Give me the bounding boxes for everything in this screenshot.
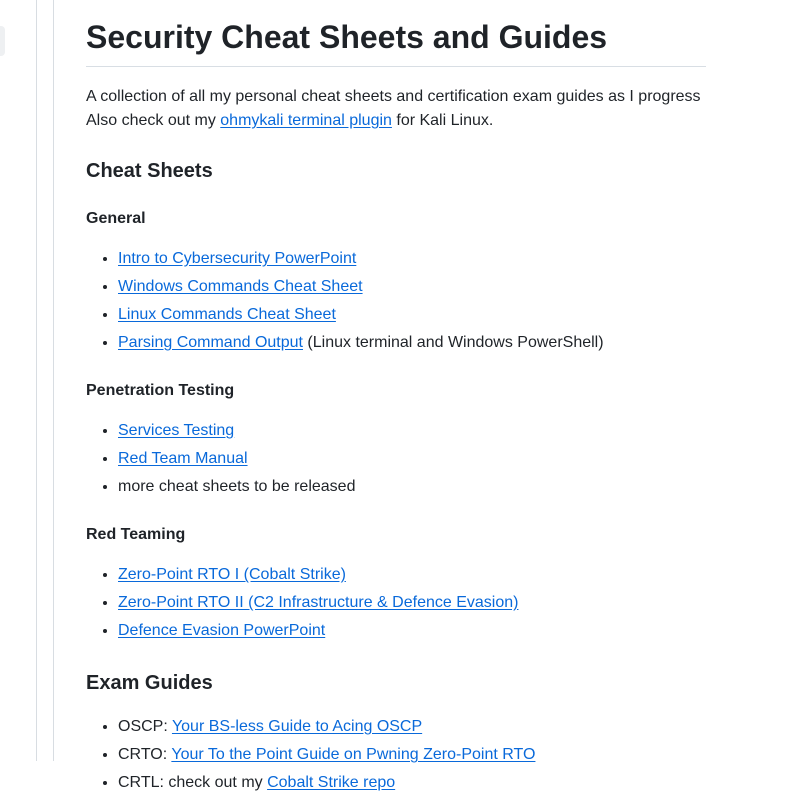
general-list <box>86 245 786 357</box>
intro-line-2-suffix: for Kali Linux. <box>391 112 494 129</box>
linux-commands-link[interactable]: Linux Commands Cheat Sheet <box>118 306 336 323</box>
crto-label: CRTO: <box>118 746 172 763</box>
rto-2-link[interactable]: Zero-Point RTO II (C2 Infrastructure & Defence Evasion) <box>118 594 519 611</box>
page-title: Security Cheat Sheets and Guides <box>86 0 706 67</box>
pentest-heading: Penetration Testing <box>86 382 235 399</box>
list-item <box>118 273 786 301</box>
intro-paragraph <box>86 85 786 133</box>
rto-1-link[interactable]: Zero-Point RTO I (Cobalt Strike) <box>118 566 346 583</box>
general-heading: General <box>86 210 146 227</box>
more-cheat-sheets-text: more cheat sheets to be released <box>118 478 356 495</box>
redteam-heading: Red Teaming <box>86 526 186 543</box>
red-team-manual-link[interactable]: Red Team Manual <box>118 450 248 467</box>
oscp-label: OSCP: <box>118 718 172 735</box>
ohmykali-link[interactable]: ohmykali terminal plugin <box>220 112 392 129</box>
list-item <box>118 473 786 501</box>
intro-cybersecurity-link[interactable]: Intro to Cybersecurity PowerPoint <box>118 250 357 267</box>
defence-evasion-link[interactable]: Defence Evasion PowerPoint <box>118 622 326 639</box>
windows-commands-link[interactable]: Windows Commands Cheat Sheet <box>118 278 363 295</box>
cobalt-strike-repo-link[interactable]: Cobalt Strike repo <box>267 774 396 791</box>
crto-guide-link[interactable]: Your To the Point Guide on Pwning Zero-Point RTO <box>171 746 536 763</box>
redteam-list <box>86 561 786 645</box>
list-item <box>118 561 786 589</box>
list-item <box>118 713 786 741</box>
list-item <box>118 245 786 273</box>
exam-guides-list <box>86 713 786 797</box>
list-item <box>118 617 786 645</box>
parsing-command-output-link[interactable]: Parsing Command Output <box>118 334 303 351</box>
oscp-guide-link[interactable]: Your BS-less Guide to Acing OSCP <box>171 718 423 735</box>
main-content <box>86 0 786 797</box>
parsing-note: (Linux terminal and Windows PowerShell) <box>302 334 604 351</box>
list-item <box>118 301 786 329</box>
intro-line-1: A collection of all my personal cheat sheets and certification exam guides as I progress <box>86 88 701 105</box>
list-item <box>118 741 786 769</box>
list-item <box>118 417 786 445</box>
cheat-sheets-heading: Cheat Sheets <box>86 160 213 182</box>
list-item <box>118 445 786 473</box>
crtl-label: CRTL: check out my <box>118 774 268 791</box>
sidebar-toggle[interactable] <box>0 26 5 56</box>
services-testing-link[interactable]: Services Testing <box>118 422 235 439</box>
intro-line-2-prefix: Also check out my <box>86 112 221 129</box>
content-divider <box>53 0 54 761</box>
list-item <box>118 589 786 617</box>
exam-guides-heading: Exam Guides <box>86 672 213 694</box>
pentest-list <box>86 417 786 501</box>
list-item <box>118 329 786 357</box>
sidebar-divider <box>36 0 37 761</box>
list-item <box>118 769 786 797</box>
